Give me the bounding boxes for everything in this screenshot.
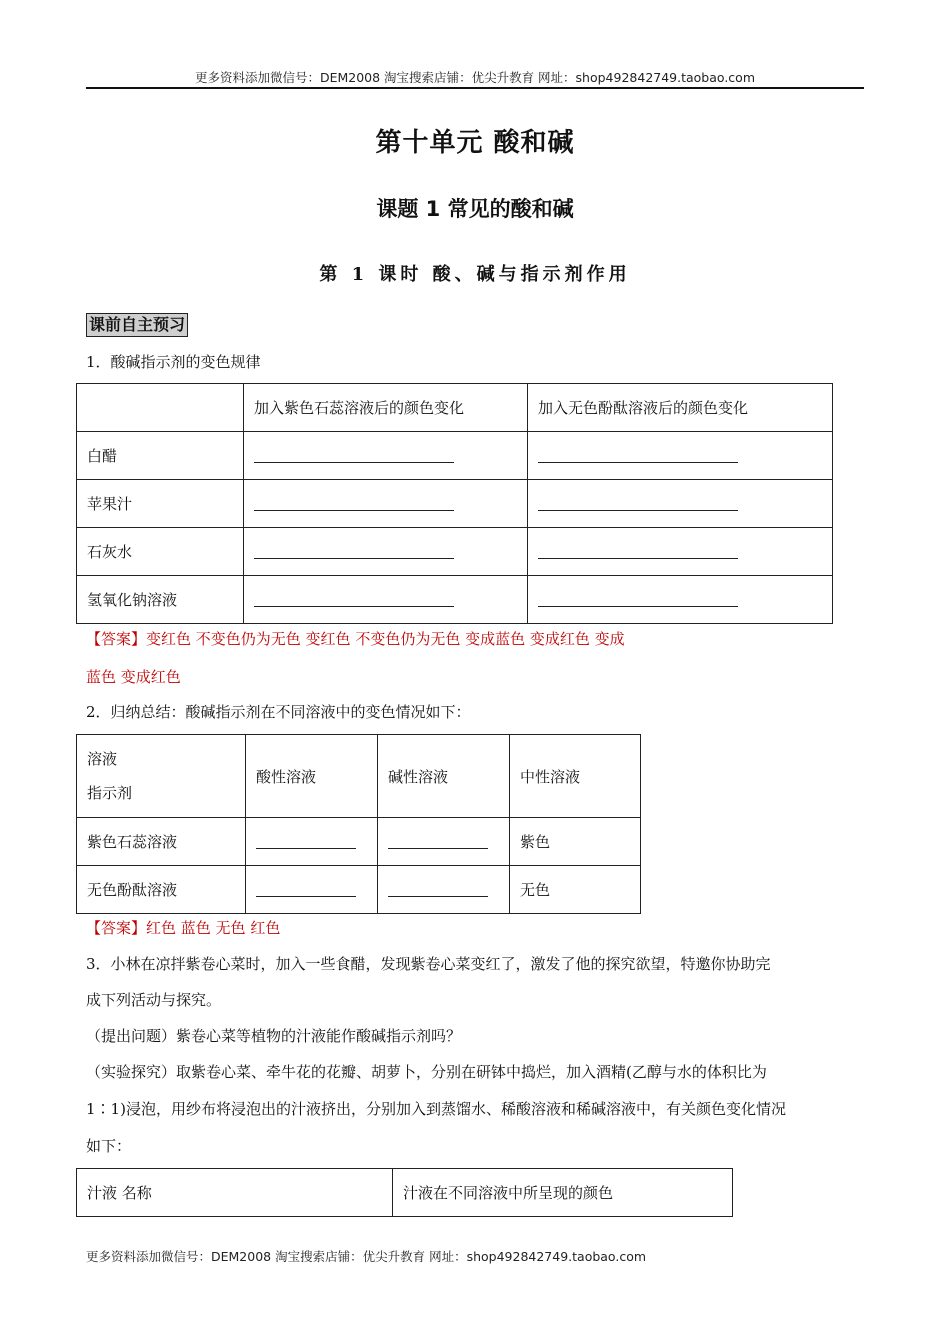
answer-blank[interactable] [378, 866, 510, 914]
q2-table [76, 734, 641, 914]
q2-neutral-value: 无色 [510, 866, 641, 914]
answer-blank[interactable] [378, 818, 510, 866]
q3-line: 1∶1)浸泡，用纱布将浸泡出的汁液挤出，分别加入到蒸馏水、稀酸溶液和稀碱溶液中，有关颜色变化情况 [86, 1100, 786, 1118]
q3-line: 3．小林在凉拌紫卷心菜时，加入一些食醋，发现紫卷心菜变红了，激发了他的探究欲望，特邀你协助完 [86, 955, 771, 973]
page-footer: 更多资料添加微信号：DEM2008 淘宝搜索店铺：优尖升教育 网址：shop492842749.taobao.com [86, 1249, 647, 1264]
period-title: 第 1 课时 酸、碱与指示剂作用 [319, 264, 631, 285]
answer-blank[interactable] [528, 480, 833, 528]
q3-line: 成下列活动与探究。 [86, 991, 222, 1009]
q1-row-label: 白醋 [77, 432, 244, 480]
q2-corner-cell [77, 735, 246, 818]
header-rule [86, 87, 864, 89]
q3-line: （实验探究）取紫卷心菜、牵牛花的花瓣、胡萝卜，分别在研钵中捣烂，加入酒精(乙醇与水的体积比为 [86, 1063, 767, 1081]
answer-label: 【答案】 [86, 630, 147, 648]
q1-header-empty [77, 384, 244, 432]
q1-table [76, 383, 833, 624]
q2-stem: 2．归纳总结：酸碱指示剂在不同溶液中的变色情况如下： [86, 703, 471, 721]
page-header: 更多资料添加微信号：DEM2008 淘宝搜索店铺：优尖升教育 网址：shop492842749.taobao.com [194, 70, 756, 85]
answer-blank[interactable] [244, 432, 528, 480]
q2-header-acid: 酸性溶液 [246, 735, 378, 818]
answer-blank[interactable] [246, 818, 378, 866]
q3-line: 如下： [86, 1137, 132, 1155]
q2-row-label: 无色酚酞溶液 [77, 866, 246, 914]
q2-corner-top: 溶液 [87, 750, 118, 768]
unit-title: 第十单元 酸和碱 [375, 128, 575, 158]
answer-label: 【答案】 [86, 919, 147, 937]
q1-row-label: 氢氧化钠溶液 [77, 576, 244, 624]
answer-blank[interactable] [528, 528, 833, 576]
answer-text: 变红色 不变色仍为无色 变红色 不变色仍为无色 变成蓝色 变成红色 变成 [146, 630, 625, 648]
q2-neutral-value: 紫色 [510, 818, 641, 866]
q1-row-label: 石灰水 [77, 528, 244, 576]
answer-blank[interactable] [244, 576, 528, 624]
q2-header-base: 碱性溶液 [378, 735, 510, 818]
q3-header-name: 汁液 名称 [77, 1169, 393, 1217]
answer-blank[interactable] [528, 576, 833, 624]
q1-stem: 1．酸碱指示剂的变色规律 [86, 353, 261, 371]
q2-corner-bottom: 指示剂 [87, 784, 133, 802]
lesson-title: 课题 1 常见的酸和碱 [376, 197, 574, 221]
q3-header-colors: 汁液在不同溶液中所呈现的颜色 [393, 1169, 733, 1217]
answer-text: 红色 蓝色 无色 红色 [146, 919, 281, 937]
q3-table [76, 1168, 733, 1217]
q2-header-neutral: 中性溶液 [510, 735, 641, 818]
section-tag: 课前自主预习 [86, 313, 188, 337]
q1-answer-cont: 蓝色 变成红色 [86, 668, 181, 686]
q1-row-label: 苹果汁 [77, 480, 244, 528]
answer-blank[interactable] [246, 866, 378, 914]
q1-header-phenol: 加入无色酚酞溶液后的颜色变化 [528, 384, 833, 432]
answer-blank[interactable] [244, 528, 528, 576]
q1-header-litmus: 加入紫色石蕊溶液后的颜色变化 [244, 384, 528, 432]
answer-blank[interactable] [244, 480, 528, 528]
q2-answer [86, 918, 280, 938]
q2-row-label: 紫色石蕊溶液 [77, 818, 246, 866]
answer-blank[interactable] [528, 432, 833, 480]
q1-answer [86, 629, 625, 649]
q3-line: （提出问题）紫卷心菜等植物的汁液能作酸碱指示剂吗？ [86, 1027, 462, 1045]
